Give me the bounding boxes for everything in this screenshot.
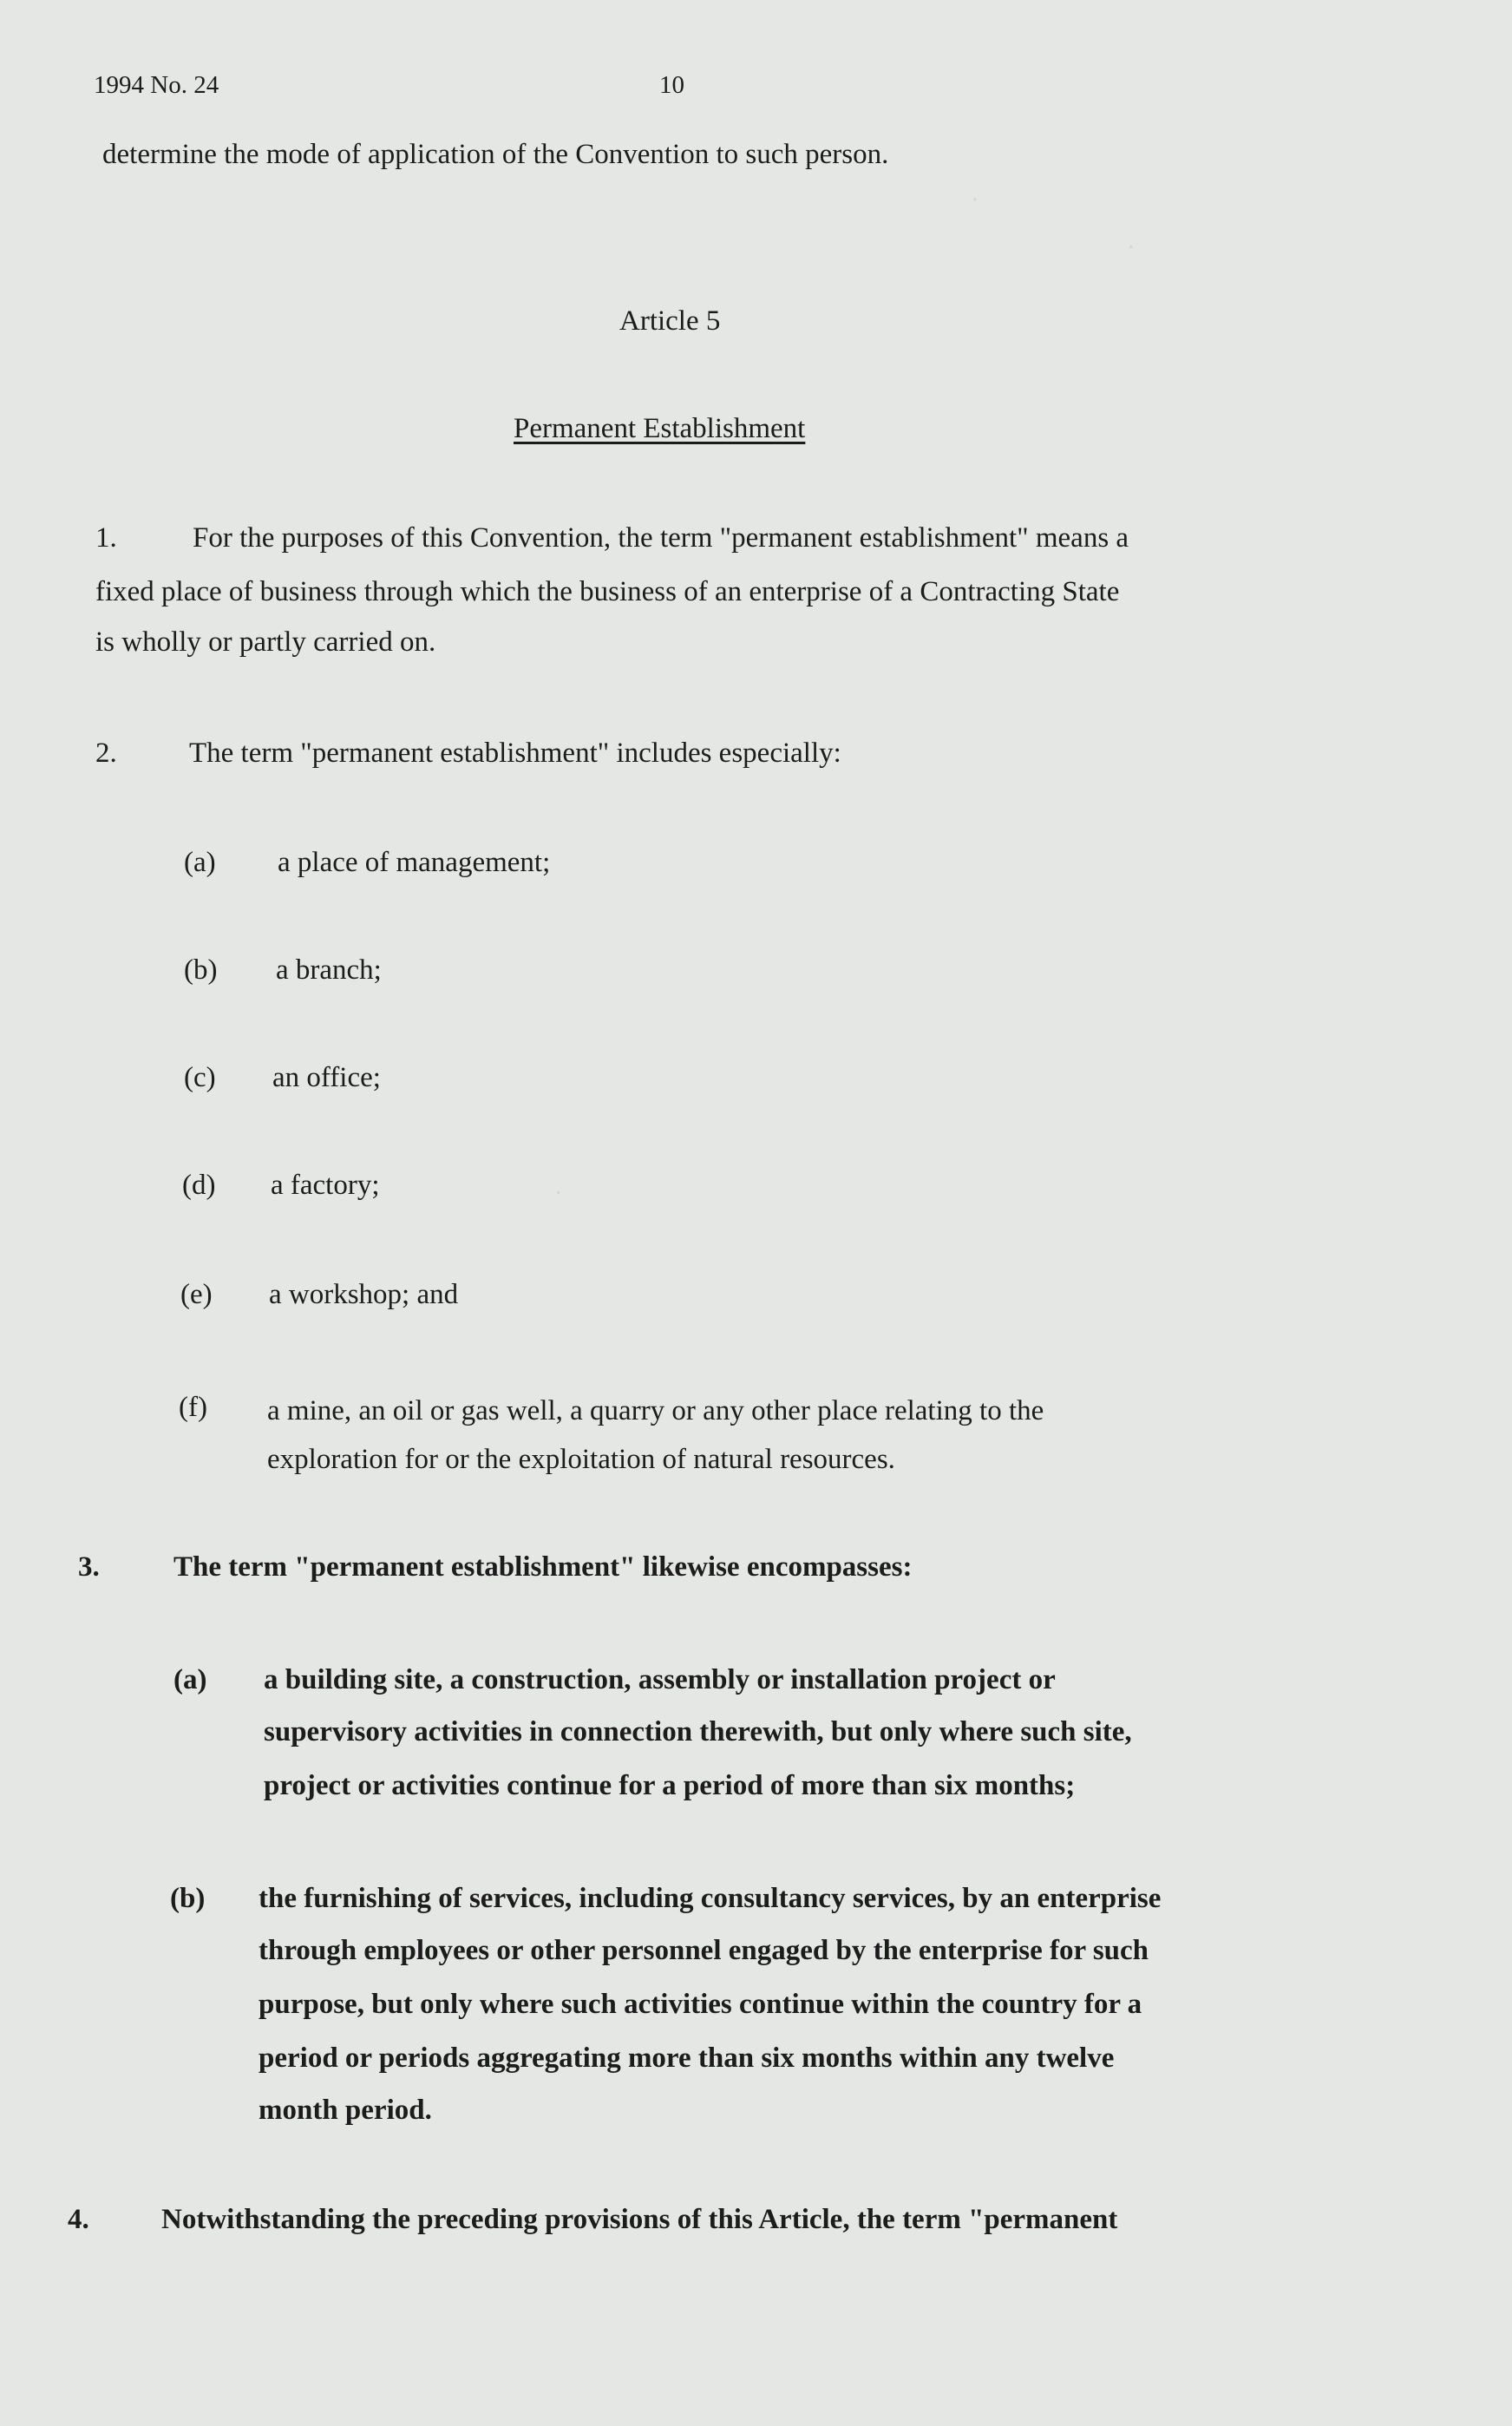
intro-line: determine the mode of application of the Convention to such person. [102, 139, 889, 170]
para2-number: 2. [95, 738, 117, 769]
para2-item-e-label: (e) [180, 1279, 213, 1310]
para3-item-b-line-2: through employees or other personnel engaged by the enterprise for such [259, 1935, 1149, 1966]
para2-item-d-label: (d) [182, 1170, 216, 1201]
para1-number: 1. [95, 522, 117, 554]
para1-line-3: is wholly or partly carried on. [95, 626, 436, 658]
para3-item-a-line-2: supervisory activities in connection therewith, but only where such site, [264, 1716, 1132, 1747]
para1-line-2: fixed place of business through which the business of an enterprise of a Contracting State [95, 576, 1120, 607]
para4-text: Notwithstanding the preceding provisions of this Article, the term "permanent [161, 2204, 1118, 2235]
para2-item-f-label: (f) [179, 1392, 207, 1423]
para4-number: 4. [68, 2204, 89, 2235]
page-number: 10 [659, 71, 684, 99]
para2-item-e-text: a workshop; and [269, 1279, 459, 1310]
para1-line-1: For the purposes of this Convention, the term "permanent establishment" means a [193, 522, 1129, 554]
para2-item-a-label: (a) [184, 847, 216, 878]
para2-item-b-label: (b) [184, 954, 218, 986]
para2-text: The term "permanent establishment" includes especially: [189, 738, 841, 769]
para2-item-c-label: (c) [184, 1062, 216, 1093]
para3-item-a-line-1: a building site, a construction, assembly or installation project or [264, 1664, 1056, 1695]
para3-item-a-line-3: project or activities continue for a period of more than six months; [264, 1770, 1076, 1801]
bleed-through-texture: . . . [555, 178, 1135, 1200]
article-title: Permanent Establishment [514, 413, 806, 444]
para3-item-b-label: (b) [170, 1883, 206, 1914]
para2-item-a-text: a place of management; [278, 847, 551, 878]
para2-item-c-text: an office; [272, 1062, 381, 1093]
para3-number: 3. [78, 1551, 100, 1583]
document-reference: 1994 No. 24 [94, 71, 219, 99]
article-number: Article 5 [619, 305, 721, 337]
para3-item-b-line-4: period or periods aggregating more than six months within any twelve [259, 2042, 1115, 2074]
para3-item-b-line-1: the furnishing of services, including consultancy services, by an enterprise [259, 1883, 1162, 1914]
para3-item-b-line-5: month period. [259, 2095, 432, 2126]
para3-text: The term "permanent establishment" likewise encompasses: [173, 1551, 913, 1583]
para2-item-f-line-1: a mine, an oil or gas well, a quarry or any other place relating to the [267, 1395, 1044, 1426]
para2-item-f-line-2: exploration for or the exploitation of natural resources. [267, 1444, 895, 1475]
para3-item-b-line-3: purpose, but only where such activities continue within the country for a [259, 1989, 1142, 2020]
para2-item-d-text: a factory; [271, 1170, 380, 1201]
para3-item-a-label: (a) [173, 1664, 207, 1695]
para2-item-b-text: a branch; [276, 954, 382, 986]
